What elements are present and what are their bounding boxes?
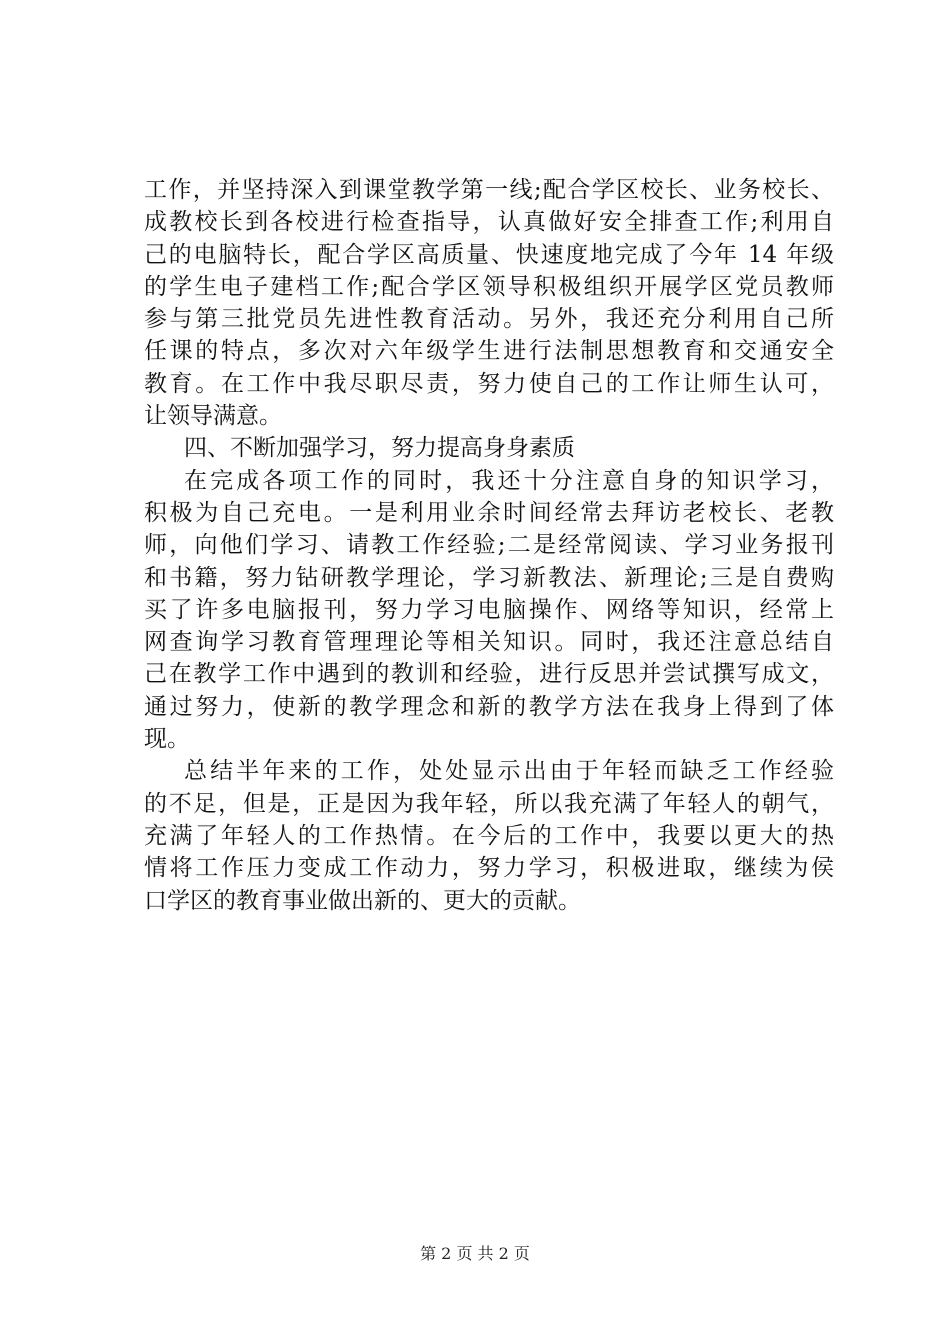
text-line: 总结半年来的工作，处处显示出由于年轻而缺乏工作经验 [184,758,834,785]
paragraph-work-duties [144,174,834,432]
text-line: 工作，并坚持深入到课堂教学第一线;配合学区校长、业务校长、 [144,177,834,203]
text-line: 买了许多电脑报刊，努力学习电脑操作、网络等知识，经常上 [144,596,834,623]
text-line: 通过努力，使新的教学理念和新的教学方法在我身上得到了体 [144,693,834,720]
text-line: 己的电脑特长，配合学区高质量、快速度地完成了今年 14 年级 [144,241,834,268]
text-line: 网查询学习教育管理理论等相关知识。同时，我还注意总结自 [144,629,834,656]
page-number-footer: 第 2 页 共 2 页 [420,1244,530,1263]
text-line: 情将工作压力变成工作动力，努力学习，积极进取，继续为侯 [144,855,834,882]
text-line: 现。 [144,726,190,753]
text-line: 师，向他们学习、请教工作经验;二是经常阅读、学习业务报刊 [144,532,834,559]
text-line: 的不足，但是，正是因为我年轻，所以我充满了年轻人的朝气， [144,790,834,817]
text-line: 和书籍，努力钻研教学理论，学习新教法、新理论;三是自费购 [144,564,834,591]
text-line: 任课的特点，多次对六年级学生进行法制思想教育和交通安全 [144,338,834,365]
text-line: 让领导满意。 [144,403,282,430]
text-line: 成教校长到各校进行检查指导，认真做好安全排查工作;利用自 [144,209,834,236]
text-line: 充满了年轻人的工作热情。在今后的工作中，我要以更大的热 [144,822,834,849]
text-line: 积极为自己充电。一是利用业余时间经常去拜访老校长、老教 [144,499,834,526]
paragraph-study [144,465,834,756]
text-line: 己在教学工作中遇到的教训和经验，进行反思并尝试撰写成文， [144,661,834,688]
paragraph-summary [144,755,834,916]
text-line: 参与第三批党员先进性教育活动。另外，我还充分利用自己所 [144,306,834,333]
text-line: 教育。在工作中我尽职尽责，努力使自己的工作让师生认可， [144,370,834,397]
text-line: 的学生电子建档工作;配合学区领导积极组织开展学区党员教师 [144,273,834,300]
text-line: 口学区的教育事业做出新的、更大的贡献。 [144,887,581,914]
section-heading-study [144,432,834,464]
section-heading: 四、不断加强学习，努力提高身身素质 [184,435,575,462]
document-body [144,174,834,917]
text-line: 在完成各项工作的同时，我还十分注意自身的知识学习， [184,467,834,494]
